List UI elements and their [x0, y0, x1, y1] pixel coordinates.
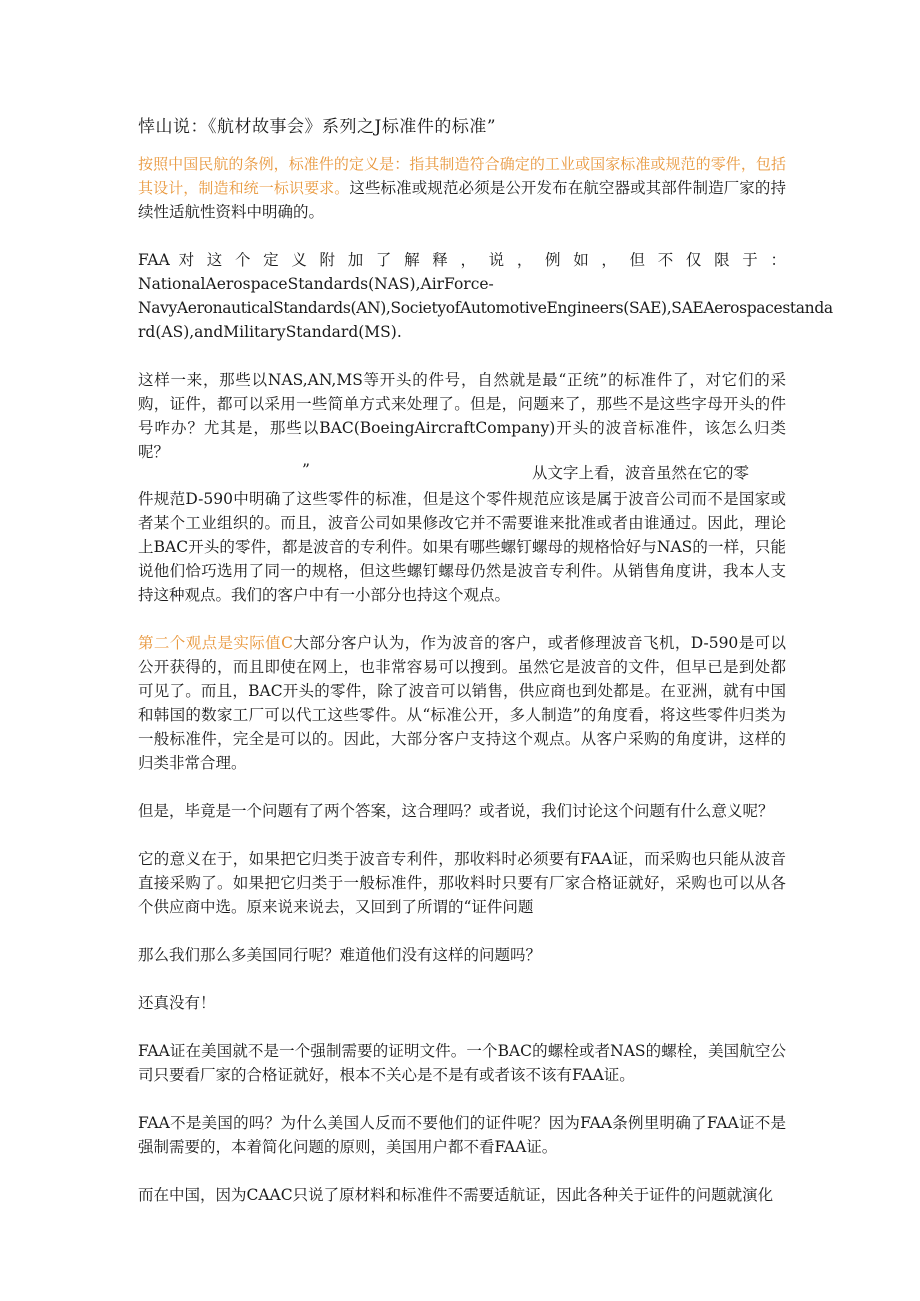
paragraph-faa-us: FAA不是美国的吗？为什么美国人反而不要他们的证件呢？因为FAA条例里明确了FAA证不是强制需要的，本着简化问题的原则，美国用户都不看FAA证。 — [138, 1114, 786, 1156]
paragraph-bac-question: 这样一来，那些以NAS,AN,MS等开头的件号，自然就是最“正统”的标准件了，对它们的采购，证件，都可以采用一些简单方式来处理了。但是，问题来了，那些不是这些字母开头的件号咋办？尤其是，那些以BAC(BoeingAircraftCompany)开头的波音标准件，该怎么归类呢？ — [138, 371, 786, 461]
paragraph-definition — [138, 152, 786, 224]
paragraph-faa-explanation — [138, 248, 833, 344]
paragraph-viewpoint-one: 件规范D-590中明确了这些零件的标准，但是这个零件规范应该是属于波音公司而不是国家或者某个工业组织的。而且，波音公司如果修改它并不需要谁来批准或者由谁通过。因此，理论上BAC开头的零件，都是波音的专利件。如果有哪些螺钉螺母的规格恰好与NAS的一样，只能说他们恰巧选用了同一的规格，但这些螺钉螺母仍然是波音专利件。从销售角度讲，我本人支持这种观点。我们的客户中有一小部分也持这个观点。 — [138, 490, 786, 604]
viewpoint-two-highlight: 第二个观点是实际值C — [138, 634, 293, 652]
faa-line-1: FAA 对 这 个 定 义 附 加 了 解 释 ， 说 ， 例 如 ， 但 不 仅 限 于 ： — [138, 251, 786, 269]
paragraph-us-peers: 那么我们那么多美国同行呢？难道他们没有这样的问题吗？ — [138, 946, 542, 964]
definition-highlight: 按照中国民航的条例，标准件的定义是：指其制造符合确定的工业或国家标准或规范的零件，包括其设计，制造和统一标识要求。 — [138, 155, 786, 197]
faa-line-4: rd(AS),andMilitaryStandard(MS). — [138, 323, 402, 341]
viewpoint-two-rest: 大部分客户认为，作为波音的客户，或者修理波音飞机，D-590是可以公开获得的，而且即使在网上，也非常容易可以搜到。虽然它是波音的文件，但早已是到处都可见了。而且，BAC开头的零件，除了波音可以销售，供应商也到处都是。在亚洲，就有中国和韩国的数家工厂可以代工这些零件。从“标准公开，多人制造”的角度看，将这些零件归类为一般标准件，完全是可以的。因此，大部分客户支持这个观点。从客户采购的角度讲，这样的归类非常合理。 — [138, 634, 786, 772]
faa-line-3: NavyAeronauticalStandards(AN),SocietyofAutomotiveEngineers(SAE),SAEAerospacestanda — [138, 299, 833, 317]
paragraph-faa-not-mandatory: FAA证在美国就不是一个强制需要的证明文件。一个BAC的螺栓或者NAS的螺栓，美国航空公司只要看厂家的合格证就好，根本不关心是不是有或者该不该有FAA证。 — [138, 1042, 786, 1084]
paragraph-meaning: 它的意义在于，如果把它归类于波音专利件，那收料时必须要有FAA证，而采购也只能从波音直接采购了。如果把它归类于一般标准件，那收料时只要有厂家合格证就好，采购也可以从各个供应商中选。原来说来说去，又回到了所谓的“证件问题 — [138, 850, 786, 916]
faa-line-2: NationalAerospaceStandards(NAS),AirForce- — [138, 275, 494, 293]
paragraph-two-answers: 但是，毕竟是一个问题有了两个答案，这合理吗？或者说，我们讨论这个问题有什么意义呢？ — [138, 802, 774, 820]
paragraph-china: 而在中国，因为CAAC只说了原材料和标准件不需要适航证，因此各种关于证件的问题就演化 — [138, 1186, 774, 1204]
paragraph-viewpoint-two — [138, 631, 786, 775]
paragraph-not-really: 还真没有！ — [138, 994, 216, 1012]
quote-mark: ” — [302, 461, 310, 479]
viewpoint-one-lead: 从文字上看，波音虽然在它的零 — [532, 464, 750, 482]
document-title: 悻山说：《航材故事会》系列之J标准件的标准” — [138, 117, 497, 137]
definition-rest: 这些标准或规范必须是公开发布在航空器或其部件制造厂家的持续性适航性资料中明确的。 — [138, 179, 786, 221]
